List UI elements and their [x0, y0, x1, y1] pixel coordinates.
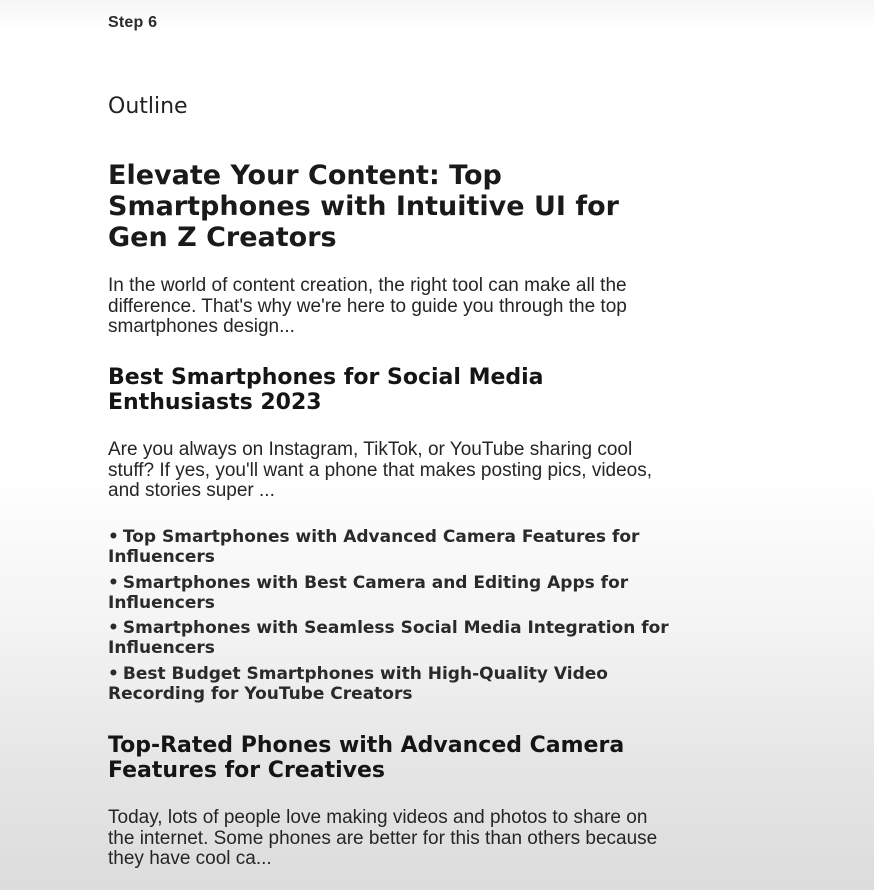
- subtopic-item: [108, 664, 688, 704]
- bullet-icon: •: [108, 618, 119, 638]
- subtopic-list: [108, 527, 688, 709]
- bullet-icon: •: [108, 663, 119, 684]
- subtopic-item: [108, 573, 688, 613]
- section-heading: Best Smartphones for Social Media Enthusiasts 2023: [108, 365, 544, 415]
- outline-heading: Outline: [108, 94, 188, 119]
- subtopic-item: [108, 527, 688, 567]
- subtopic-text: Smartphones with Best Camera and Editing Apps for Influencers: [108, 572, 629, 613]
- section-summary: Today, lots of people love making videos and photos to share on the internet. Some phones are better for this than others because they have cool ca...: [108, 807, 658, 869]
- subtopic-item: [108, 618, 688, 658]
- article-title: Elevate Your Content: Top Smartphones with Intuitive UI for Gen Z Creators: [108, 160, 619, 253]
- subtopic-text: Top Smartphones with Advanced Camera Features for Influencers: [108, 527, 640, 567]
- bullet-icon: •: [108, 527, 119, 547]
- subtopic-text: Best Budget Smartphones with High-Quality Video Recording for YouTube Creators: [108, 663, 608, 704]
- step-label: Step 6: [108, 14, 158, 31]
- subtopic-text: Smartphones with Seamless Social Media Integration for Influencers: [108, 618, 669, 658]
- section-heading: Top-Rated Phones with Advanced Camera Features for Creatives: [108, 733, 625, 783]
- article-intro: In the world of content creation, the right tool can make all the difference. That's why we're here to guide you through the top smartphones design...: [108, 275, 627, 337]
- bullet-icon: •: [108, 572, 119, 593]
- section-summary: Are you always on Instagram, TikTok, or YouTube sharing cool stuff? If yes, you'll want a phone that makes posting pics, videos, and stories super ...: [108, 439, 653, 501]
